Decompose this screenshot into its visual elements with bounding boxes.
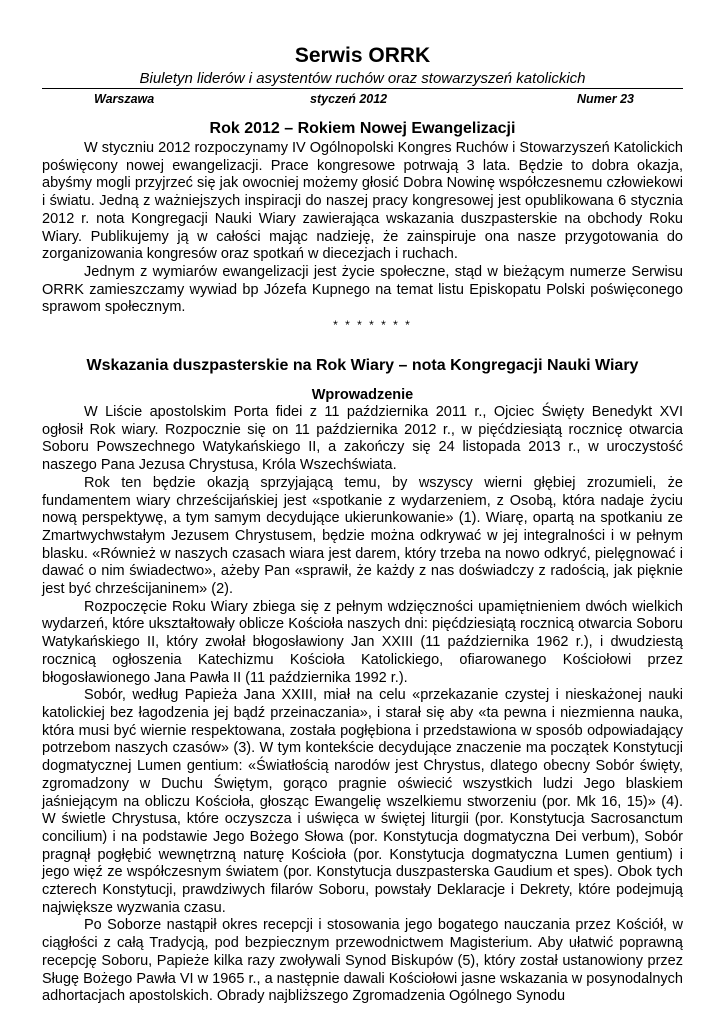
- issue-number: Numer 23: [577, 92, 634, 106]
- newsletter-subtitle: Biuletyn liderów i asystentów ruchów oraz stowarzyszeń katolickich: [139, 70, 586, 87]
- article-2-title: Wskazania duszpasterskie na Rok Wiary – nota Kongregacji Nauki Wiary: [86, 357, 639, 375]
- issue-date: styczeń 2012: [310, 92, 388, 106]
- article-2-paragraph: W Liście apostolskim Porta fidei z 11 października 2011 r., Ojciec Święty Benedykt XVI ogłosił Rok wiary. Rozpocznie się on 11 października 2012 r., w pięćdziesiątą rocznicę otwarcia Soboru Powszechnego Watykańskiego II, a zakończy się 24 listopada 2013 r., w uroczystość naszego Pana Jezusa Chrystusa, Króla Wszechświata.: [42, 404, 683, 474]
- article-2-paragraph: Rozpoczęcie Roku Wiary zbiega się z pełnym wdzięczności upamiętnieniem dwóch wielkich wydarzeń, które ukształtowały oblicze Kościoła naszych dni: pięćdziesiątą rocznicą otwarcia Soboru Watykańskiego II, który zwołał błogosławiony Jan XXIII (11 października 1962 r.), i dwudziestą rocznicą ogłoszenia Katechizmu Kościoła Katolickiego, ofiarowanego Kościołowi przez błogosławionego Jana Pawła II (11 października 1992 r.).: [42, 598, 683, 686]
- article-2-paragraph: Rok ten będzie okazją sprzyjającą temu, by wszyscy wierni głębiej zrozumieli, że fundamentem wiary chrześcijańskiej jest «spotkanie z wydarzeniem, z Osobą, która nadaje życiu nową perspektywę, a tym samym decydujące ukierunkowanie» (1). Wiarę, opartą na spotkaniu ze Zmartwychwstałym Jezusem Chrystusem, będzie można odkrywać w jej integralności i w pełnym blasku. «Również w naszych czasach wiara jest darem, który trzeba na nowo odkryć, pielęgnować i dawać o nim świadectwo», ażeby Pan «sprawił, że każdy z nas doświadczy z radością, jak pięknie jest być chrześcijaninem» (2).: [42, 474, 683, 598]
- masthead-divider: [42, 88, 683, 89]
- section-separator: * * * * * * *: [333, 318, 412, 333]
- issue-city: Warszawa: [94, 92, 155, 106]
- article-1-paragraph: W styczniu 2012 rozpoczynamy IV Ogólnopolski Kongres Ruchów i Stowarzyszeń Katolickich poświęcony nowej ewangelizacji. Prace kongresowe potrwają 3 lata. Będzie to dobra okazja, abyśmy mogli przyjrzeć się jak owocniej możemy głosić Dobra Nowinę współczesnemu człowiekowi i światu. Jedną z ważniejszych inspiracji do naszej pracy kongresowej jest opublikowana 6 stycznia 2012 r. nota Kongregacji Nauki Wiary zawierająca wskazania duszpasterskie na obchody Roku Wiary. Publikujemy ją w całości mając nadzieję, że zainspiruje ona nasze przygotowania do zorganizowania kongresów oraz spotkań w diecezjach i ruchach.: [42, 140, 683, 263]
- section-heading-introduction: Wprowadzenie: [311, 387, 414, 404]
- article-1-title: Rok 2012 – Rokiem Nowej Ewangelizacji: [209, 120, 516, 137]
- article-2-paragraph: Po Soborze nastąpił okres recepcji i stosowania jego bogatego nauczania przez Kościół, w ciągłości z całą Tradycją, pod bezpiecznym przewodnictwem Magisterium. Aby ułatwić poprawną recepcję Soboru, Papieże kilka razy zwoływali Synod Biskupów (5), który został ustanowiony przez Sługę Bożego Pawła VI w 1965 r., a następnie dawali Kościołowi jasne wskazania w posynodalnych adhortacjach apostolskich. Obrady najbliższego Zgromadzenia Ogólnego Synodu: [42, 917, 683, 1005]
- article-2-paragraph: Sobór, według Papieża Jana XXIII, miał na celu «przekazanie czystej i nieskażonej nauki katolickiej bez łagodzenia jej bądź przeinaczania», i starał się aby «ta pewna i niezmienna nauka, która musi być wiernie respektowana, została pogłębiona i przedstawiona w sposób odpowiadający potrzebom naszych czasów» (3). W tym kontekście decydujące znaczenie ma początek Konstytucji dogmatycznej Lumen gentium: «Światłością narodów jest Chrystus, dlatego obecny Sobór święty, zgromadzony w Duchu Świętym, gorąco pragnie oświecić wszystkich ludzi Jego blaskiem jaśniejącym na obliczu Kościoła, głosząc Ewangelię wszelkiemu stworzeniu (por. Mk 16, 15)» (4). W świetle Chrystusa, które oczyszcza i uświęca w świętej liturgii (por. Konstytucja Sacrosanctum concilium) i na podstawie Jego Bożego Słowa (por. Konstytucja dogmatyczna Dei verbum), Sobór pragnął pogłębić wewnętrzną naturę Kościoła (por. Konstytucja dogmatyczna Lumen gentium) i jego więź ze współczesnym światem (por. Konstytucja duszpasterska Gaudium et spes). Obok tych czterech Konstytucji, prawdziwych filarów Soboru, powstały Deklaracje i Dekrety, które podejmują największe wyzwania czasu.: [42, 687, 683, 916]
- article-body: [42, 119, 683, 1006]
- issue-info: [94, 91, 634, 107]
- newsletter-title: Serwis ORRK: [294, 44, 431, 67]
- article-1-paragraph: Jednym z wymiarów ewangelizacji jest życie społeczne, stąd w bieżącym numerze Serwisu ORRK zamieszczamy wywiad bp Józefa Kupnego na temat listu Episkopatu Polski poświęconego sprawom społecznym.: [42, 263, 683, 316]
